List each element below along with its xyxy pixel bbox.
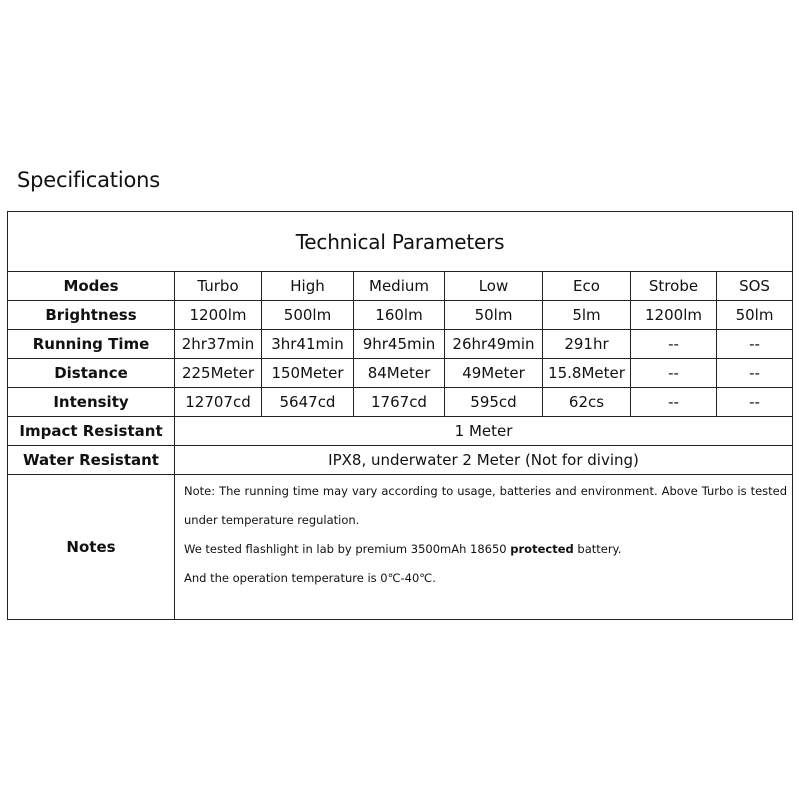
table-cell: 1200lm	[175, 301, 262, 330]
table-cell: 9hr45min	[354, 330, 445, 359]
water-value: IPX8, underwater 2 Meter (Not for diving)	[175, 446, 793, 475]
table-cell: 5647cd	[262, 388, 354, 417]
table-cell: 1200lm	[631, 301, 717, 330]
table-cell: 595cd	[445, 388, 543, 417]
table-cell: --	[717, 359, 793, 388]
table-cell: 84Meter	[354, 359, 445, 388]
table-cell: 3hr41min	[262, 330, 354, 359]
table-cell: 50lm	[717, 301, 793, 330]
table-cell: --	[631, 330, 717, 359]
table-cell: --	[717, 330, 793, 359]
table-cell: 291hr	[543, 330, 631, 359]
table-cell: 500lm	[262, 301, 354, 330]
table-cell: 49Meter	[445, 359, 543, 388]
page-title: Specifications	[17, 168, 160, 192]
table-cell: 50lm	[445, 301, 543, 330]
table-cell: 62cs	[543, 388, 631, 417]
table-cell: 15.8Meter	[543, 359, 631, 388]
table-cell: --	[717, 388, 793, 417]
modes-label: Modes	[8, 272, 175, 301]
table-row	[8, 359, 793, 388]
modes-header-row	[8, 272, 793, 301]
table-cell: 26hr49min	[445, 330, 543, 359]
row-label-impact-resistant: Impact Resistant	[8, 417, 175, 446]
mode-header: Turbo	[175, 272, 262, 301]
table-cell: 150Meter	[262, 359, 354, 388]
row-label-notes: Notes	[8, 475, 175, 620]
water-row	[8, 446, 793, 475]
row-label-intensity: Intensity	[8, 388, 175, 417]
spec-table	[7, 211, 793, 620]
row-label-water-resistant: Water Resistant	[8, 446, 175, 475]
table-cell: 225Meter	[175, 359, 262, 388]
mode-header: Strobe	[631, 272, 717, 301]
table-title: Technical Parameters	[8, 212, 793, 272]
impact-row	[8, 417, 793, 446]
note-battery-text: We tested flashlight in lab by premium 3500mAh 18650	[184, 542, 511, 556]
table-cell: --	[631, 388, 717, 417]
mode-header: SOS	[717, 272, 793, 301]
row-label-distance: Distance	[8, 359, 175, 388]
note-line-temperature: And the operation temperature is 0℃-40℃.	[184, 571, 436, 585]
notes-row	[8, 475, 793, 620]
notes-cell	[175, 475, 793, 620]
note-line-running-time: Note: The running time may vary according to usage, batteries and environment. Above Turbo is tested under temperature regulation.	[184, 484, 788, 527]
impact-value: 1 Meter	[175, 417, 793, 446]
row-label-running-time: Running Time	[8, 330, 175, 359]
note-line-battery	[184, 535, 787, 564]
table-cell: 2hr37min	[175, 330, 262, 359]
mode-header: High	[262, 272, 354, 301]
table-cell: 1767cd	[354, 388, 445, 417]
table-cell: 5lm	[543, 301, 631, 330]
mode-header: Medium	[354, 272, 445, 301]
table-cell: 12707cd	[175, 388, 262, 417]
row-label-brightness: Brightness	[8, 301, 175, 330]
note-battery-bold: protected	[510, 542, 574, 556]
note-battery-text-end: battery.	[573, 542, 622, 556]
mode-header: Eco	[543, 272, 631, 301]
table-cell: 160lm	[354, 301, 445, 330]
table-row	[8, 301, 793, 330]
table-row	[8, 388, 793, 417]
mode-header: Low	[445, 272, 543, 301]
table-cell: --	[631, 359, 717, 388]
table-row	[8, 330, 793, 359]
